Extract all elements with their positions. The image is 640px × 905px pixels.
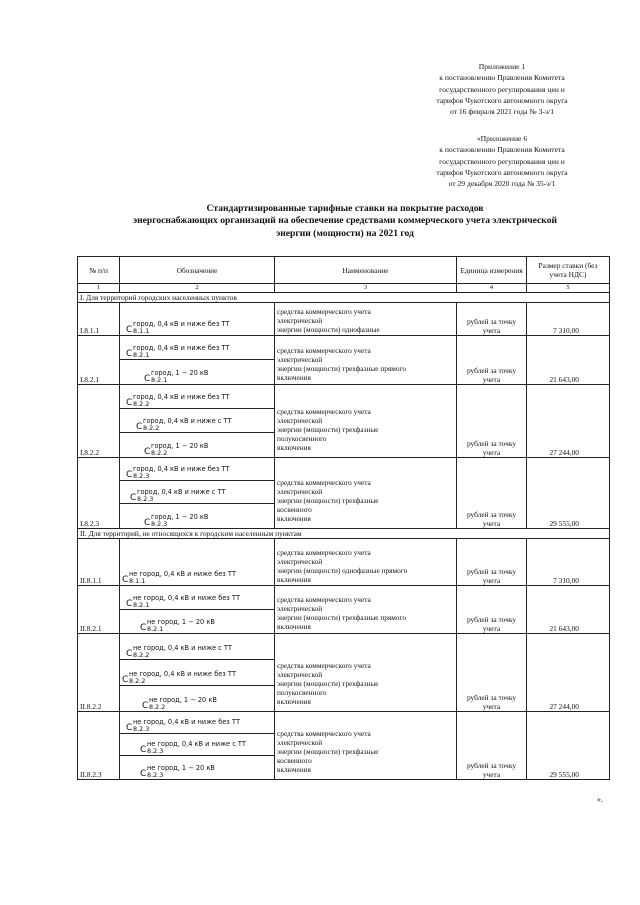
tariff-symbol — [120, 660, 274, 686]
row-name-line: включения — [277, 765, 311, 774]
symbol-superscript: не город, 1 − 20 кВ — [147, 618, 215, 626]
annex-1-line: от 16 февраля 2021 года № 3-э/1 — [449, 107, 555, 117]
row-name — [275, 634, 457, 712]
row-code: I.8.2.1 — [78, 336, 120, 385]
row-name-line: средства коммерческого учета — [277, 346, 371, 355]
tariff-symbol — [120, 610, 274, 633]
symbol-letter: C — [126, 398, 133, 408]
row-name-line: энергии (мощности) трехфазные прямого — [277, 364, 406, 373]
header-designation: Обозначение — [120, 257, 275, 284]
row-name-line: средства коммерческого учета — [277, 729, 371, 738]
table-row — [78, 634, 610, 712]
row-name-line: косвенного — [277, 505, 312, 514]
tariff-symbol — [120, 385, 274, 409]
row-designation — [120, 586, 275, 634]
annex-1-line: к постановлению Правления Комитета — [439, 73, 565, 83]
row-value: 7 310,00 — [527, 303, 610, 336]
symbol-superscript: город, 1 − 20 кВ — [151, 513, 209, 521]
row-code: I.8.1.1 — [78, 303, 120, 336]
row-value: 7 310,00 — [527, 539, 610, 586]
row-name-line: электрической — [277, 316, 323, 325]
symbol-subscript: 8.2.3 — [133, 472, 150, 480]
symbol-superscript: не город, 1 − 20 кВ — [147, 764, 215, 772]
row-name-line: электрической — [277, 355, 323, 364]
row-code: I.8.2.2 — [78, 385, 120, 458]
header-name: Наименование — [275, 257, 457, 284]
table-row — [78, 336, 610, 385]
row-name-line: включения — [277, 443, 311, 452]
header-index: 1 — [78, 284, 120, 293]
symbol-subscript: 8.2.2 — [143, 424, 160, 432]
symbol-subscript: 8.2.1 — [133, 601, 150, 609]
row-name — [275, 712, 457, 780]
symbol-letter: C — [126, 325, 133, 335]
tariff-symbol — [120, 481, 274, 504]
row-name-line: энергии (мощности) трехфазные прямого — [277, 613, 406, 622]
row-unit: рублей за точку учета — [457, 586, 527, 634]
closing-quote: ». — [597, 795, 603, 804]
table-body — [78, 293, 610, 780]
symbol-subscript: 8.2.2 — [149, 703, 166, 711]
row-value: 27 244,00 — [527, 385, 610, 458]
table-row — [78, 385, 610, 458]
row-designation — [120, 303, 275, 336]
symbol-subscript: 8.2.3 — [137, 495, 154, 503]
header-index: 3 — [275, 284, 457, 293]
row-name-line: средства коммерческого учета — [277, 548, 371, 557]
section-title: II. Для территорий, не относящихся к городским населенным пунктам — [78, 529, 610, 539]
section-row — [78, 293, 610, 303]
row-name-line: средства коммерческого учета — [277, 478, 371, 487]
row-name-line: энергии (мощности) однофазные прямого — [277, 566, 408, 575]
annex-6-line: «Приложение 6 — [476, 134, 528, 143]
table-row — [78, 539, 610, 586]
symbol-letter: C — [140, 623, 147, 633]
header-index: 2 — [120, 284, 275, 293]
symbol-superscript: не город, 0,4 кВ и ниже без ТТ — [133, 718, 240, 726]
annex-6-block — [402, 133, 602, 189]
row-unit: рублей за точку учета — [457, 303, 527, 336]
symbol-subscript: 8.1.1 — [129, 577, 146, 585]
row-name — [275, 586, 457, 634]
tariff-symbol — [120, 734, 274, 756]
symbol-subscript: 8.2.2 — [151, 449, 168, 457]
symbol-letter: C — [126, 470, 133, 480]
row-name — [275, 458, 457, 529]
row-designation — [120, 634, 275, 712]
row-name-line: средства коммерческого учета — [277, 595, 371, 604]
annex-1-line: тарифов Чукотского автономного округа — [436, 95, 568, 105]
symbol-superscript: не город, 1 − 20 кВ — [149, 696, 217, 704]
row-designation — [120, 539, 275, 586]
symbol-superscript: город, 0,4 кВ и ниже с ТТ — [137, 488, 226, 496]
row-unit: рублей за точку учета — [457, 539, 527, 586]
symbol-letter: C — [144, 374, 151, 384]
row-name-line: включения — [277, 514, 311, 523]
tariff-symbol — [120, 409, 274, 433]
symbol-subscript: 8.2.1 — [147, 625, 164, 633]
row-value: 27 244,00 — [527, 634, 610, 712]
row-designation — [120, 458, 275, 529]
symbol-superscript: не город, 0,4 кВ и ниже без ТТ — [133, 594, 240, 602]
row-designation — [120, 336, 275, 385]
row-name — [275, 539, 457, 586]
annex-6-line: тарифов Чукотского автономного округа — [436, 167, 568, 177]
row-name-line: полукосвенного — [277, 688, 327, 697]
symbol-subscript: 8.2.1 — [151, 376, 168, 384]
header-number: № п/п — [78, 257, 120, 284]
symbol-superscript: город, 0,4 кВ и ниже без ТТ — [133, 320, 230, 328]
symbol-subscript: 8.2.2 — [129, 677, 146, 685]
tariff-symbol — [120, 539, 274, 585]
row-unit: рублей за точку учета — [457, 336, 527, 385]
symbol-superscript: город, 0,4 кВ и ниже без ТТ — [133, 465, 230, 473]
tariff-symbol — [120, 756, 274, 779]
symbol-superscript: не город, 0,4 кВ и ниже без ТТ — [129, 670, 236, 678]
symbol-letter: C — [122, 575, 129, 585]
row-name-line: включения — [277, 575, 311, 584]
symbol-superscript: город, 0,4 кВ и ниже без ТТ — [133, 393, 230, 401]
annex-6-line: от 29 декабря 2020 года № 35-э/1 — [448, 179, 556, 189]
row-name-line: энергии (мощности) трехфазные — [277, 496, 379, 505]
symbol-letter: C — [126, 649, 133, 659]
row-code: I.8.2.3 — [78, 458, 120, 529]
row-name-line: включения — [277, 697, 311, 706]
tariff-symbol — [120, 712, 274, 734]
row-value: 29 555,00 — [527, 458, 610, 529]
symbol-letter: C — [126, 599, 133, 609]
row-designation — [120, 712, 275, 780]
tariff-symbol — [120, 458, 274, 481]
annex-6-line: к постановлению Правления Комитета — [439, 145, 565, 155]
row-unit: рублей за точку учета — [457, 712, 527, 780]
symbol-superscript: город, 0,4 кВ и ниже с ТТ — [143, 417, 232, 425]
title-line: энергии (мощности) на 2021 год — [276, 227, 414, 239]
header-index: 4 — [457, 284, 527, 293]
title-line: Стандартизированные тарифные ставки на покрытие расходов — [206, 203, 484, 214]
symbol-superscript: город, 0,4 кВ и ниже без ТТ — [133, 344, 230, 352]
symbol-letter: C — [136, 422, 143, 432]
row-name-line: электрической — [277, 604, 323, 613]
symbol-letter: C — [144, 518, 151, 528]
table-row — [78, 303, 610, 336]
header-unit: Единица измерения — [457, 257, 527, 284]
table-row — [78, 586, 610, 634]
row-name — [275, 336, 457, 385]
row-value: 29 555,00 — [527, 712, 610, 780]
row-name-line: электрической — [277, 738, 323, 747]
symbol-letter: C — [142, 701, 149, 711]
symbol-superscript: не город, 0,4 кВ и ниже без ТТ — [129, 570, 236, 578]
annex-6-line: государственного регулирования цен и — [439, 156, 565, 166]
symbol-superscript: город, 1 − 20 кВ — [151, 369, 209, 377]
symbol-subscript: 8.2.2 — [133, 651, 150, 659]
row-name-line: энергии (мощности) трехфазные — [277, 425, 379, 434]
row-code: II.8.2.3 — [78, 712, 120, 780]
row-name — [275, 385, 457, 458]
table-row — [78, 458, 610, 529]
symbol-letter: C — [140, 745, 147, 755]
row-name-line: средства коммерческого учета — [277, 661, 371, 670]
symbol-subscript: 8.2.3 — [147, 747, 164, 755]
row-name-line: полукосвенного — [277, 434, 327, 443]
symbol-subscript: 8.2.3 — [133, 725, 150, 733]
row-designation — [120, 385, 275, 458]
symbol-subscript: 8.2.3 — [147, 771, 164, 779]
tariff-table — [77, 256, 610, 780]
document-title — [80, 203, 610, 240]
symbol-subscript: 8.2.2 — [133, 400, 150, 408]
symbol-letter: C — [130, 493, 137, 503]
row-code: II.8.2.2 — [78, 634, 120, 712]
section-title: I. Для территорий городских населенных пунктов — [78, 293, 610, 303]
symbol-subscript: 8.2.3 — [151, 520, 168, 528]
annex-1-block — [402, 61, 602, 117]
symbol-superscript: не город, 0,4 кВ и ниже с ТТ — [133, 644, 232, 652]
row-name-line: электрической — [277, 670, 323, 679]
row-name-line: электрической — [277, 487, 323, 496]
symbol-letter: C — [140, 769, 147, 779]
section-row — [78, 529, 610, 539]
row-name-line: энергии (мощности) однофазные — [277, 325, 380, 334]
row-code: II.8.1.1 — [78, 539, 120, 586]
tariff-symbol — [120, 303, 274, 335]
symbol-superscript: не город, 0,4 кВ и ниже с ТТ — [147, 740, 246, 748]
tariff-symbol — [120, 634, 274, 660]
tariff-symbol — [120, 504, 274, 528]
header-rate: Размер ставки (без учета НДС) — [527, 257, 610, 284]
header-index: 5 — [527, 284, 610, 293]
row-name-line: электрической — [277, 416, 323, 425]
annex-1-line: Приложение 1 — [478, 62, 526, 71]
row-name-line: средства коммерческого учета — [277, 307, 371, 316]
row-value: 21 643,00 — [527, 336, 610, 385]
table-row — [78, 712, 610, 780]
row-name — [275, 303, 457, 336]
tariff-symbol — [120, 336, 274, 360]
symbol-subscript: 8.1.1 — [133, 327, 150, 335]
symbol-letter: C — [126, 349, 133, 359]
symbol-letter: C — [126, 723, 133, 733]
row-name-line: электрической — [277, 557, 323, 566]
symbol-subscript: 8.2.1 — [133, 351, 150, 359]
row-value: 21 643,00 — [527, 586, 610, 634]
title-line: энергоснабжающих организаций на обеспечение средствами коммерческого учета электрической — [132, 215, 558, 227]
row-name-line: средства коммерческого учета — [277, 407, 371, 416]
tariff-symbol — [120, 686, 274, 711]
annex-1-line: государственного регулирования цен и — [439, 84, 565, 94]
row-name-line: включения — [277, 373, 311, 382]
row-name-line: энергии (мощности) трехфазные — [277, 747, 379, 756]
row-name-line: включения — [277, 622, 311, 631]
row-unit: рублей за точку учета — [457, 385, 527, 458]
symbol-letter: C — [122, 675, 129, 685]
row-unit: рублей за точку учета — [457, 458, 527, 529]
row-name-line: косвенного — [277, 756, 312, 765]
symbol-letter: C — [144, 447, 151, 457]
row-unit: рублей за точку учета — [457, 634, 527, 712]
row-code: II.8.2.1 — [78, 586, 120, 634]
tariff-symbol — [120, 360, 274, 384]
row-name-line: энергии (мощности) трехфазные — [277, 679, 379, 688]
symbol-superscript: город, 1 − 20 кВ — [151, 442, 209, 450]
tariff-symbol — [120, 433, 274, 457]
tariff-symbol — [120, 586, 274, 610]
